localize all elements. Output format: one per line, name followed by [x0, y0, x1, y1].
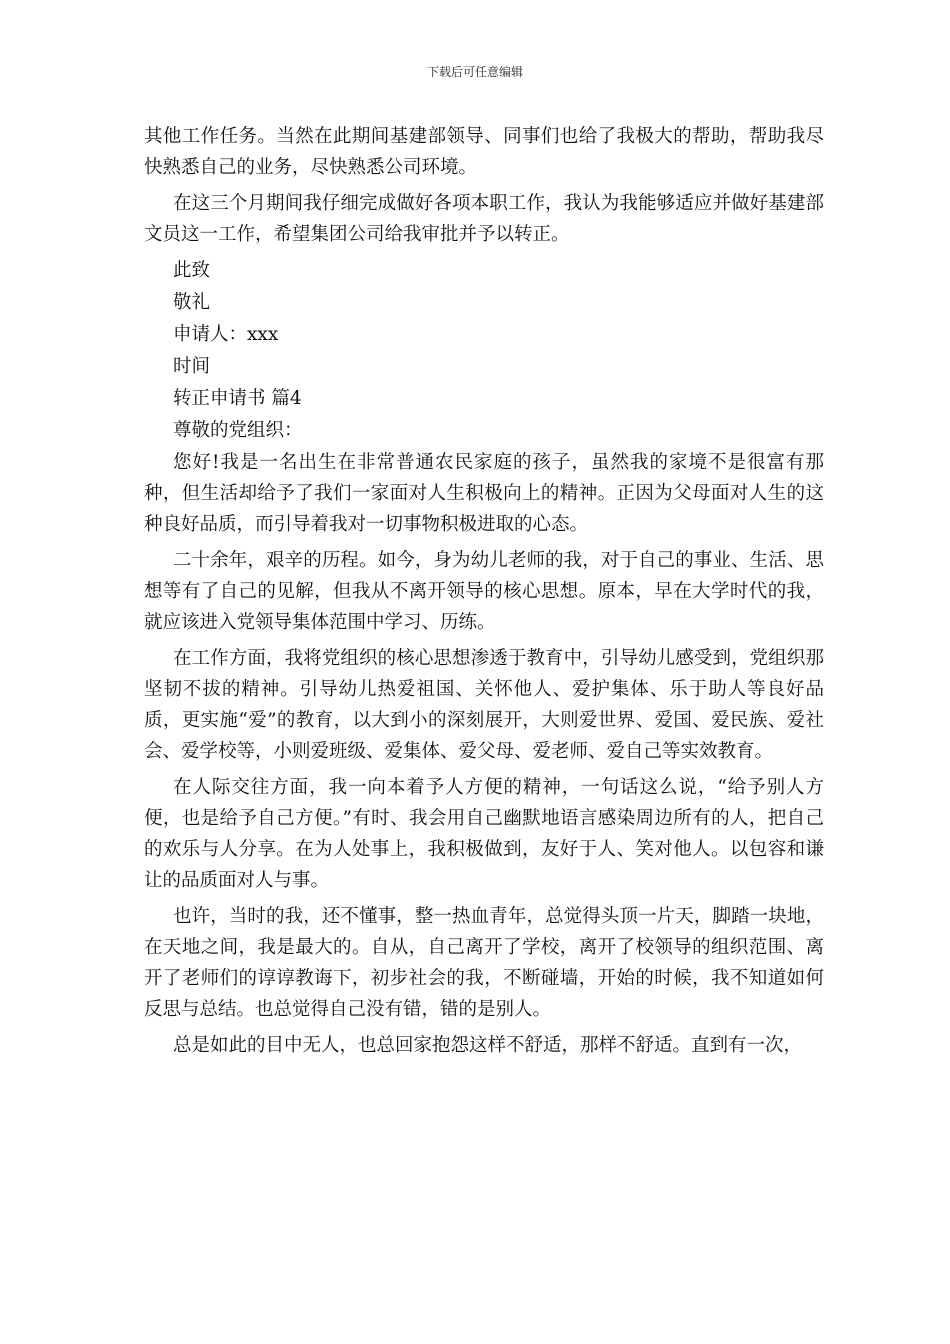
paragraph-final: 总是如此的目中无人，也总回家抱怨这样不舒适，那样不舒适。直到有一次， [173, 1035, 803, 1056]
closing-salutation: 此致 [173, 260, 211, 281]
letter-greeting: 尊敬的党组织： [173, 420, 303, 441]
paragraph-continuation: 其他工作任务。当然在此期间基建部领导、同事们也给了我极大的帮助，帮助我尽快熟悉自己的业务，尽快熟悉公司环境。 [144, 126, 824, 178]
section-title: 转正申请书 篇4 [173, 388, 302, 409]
paragraph-conclusion: 在这三个月期间我仔细完成做好各项本职工作，我认为我能够适应并做好基建部文员这一工作，希望集团公司给我审批并予以转正。 [144, 193, 824, 245]
date-line: 时间 [173, 356, 211, 377]
paragraph-work: 在工作方面，我将党组织的核心思想渗透于教育中，引导幼儿感受到，党组织那坚韧不拔的精神。引导幼儿热爱祖国、关怀他人、爱护集体、乐于助人等良好品质，更实施“爱”的教育，以大到小的深刻展开，大则爱世界、爱国、爱民族、爱社会、爱学校等，小则爱班级、爱集体、爱父母、爱老师、爱自己等实效教育。 [144, 648, 824, 762]
closing-regards: 敬礼 [173, 292, 211, 313]
paragraph-relations: 在人际交往方面，我一向本着予人方便的精神，一句话这么说，“给予别人方便，也是给予自己方便。”有时、我会用自己幽默地语言感染周边所有的人，把自己的欢乐与人分享。在为人处事上，我积极做到，友好于人、笑对他人。以包容和谦让的品质面对人与事。 [144, 777, 824, 891]
page-header: 下载后可任意编辑 [426, 65, 523, 79]
paragraph-reflection: 也许，当时的我，还不懂事，整一热血青年，总觉得头顶一片天，脚踏一块地，在天地之间，我是最大的。自从，自己离开了学校，离开了校领导的组织范围、离开了老师们的谆谆教诲下，初步社会的我，不断碰墙，开始的时候，我不知道如何反思与总结。也总觉得自己没有错，错的是别人。 [144, 906, 824, 1020]
paragraph-history: 二十余年，艰辛的历程。如今，身为幼儿老师的我，对于自己的事业、生活、思想等有了自己的见解，但我从不离开领导的核心思想。原本，早在大学时代的我，就应该进入党领导集体范围中学习、历练。 [144, 550, 824, 633]
paragraph-intro: 您好!我是一名出生在非常普通农民家庭的孩子，虽然我的家境不是很富有那种，但生活却给予了我们一家面对人生积极向上的精神。正因为父母面对人生的这种良好品质，而引导着我对一切事物积极进取的心态。 [144, 452, 824, 535]
applicant-line: 申请人：xxx [173, 324, 279, 345]
document-body [144, 121, 824, 1061]
